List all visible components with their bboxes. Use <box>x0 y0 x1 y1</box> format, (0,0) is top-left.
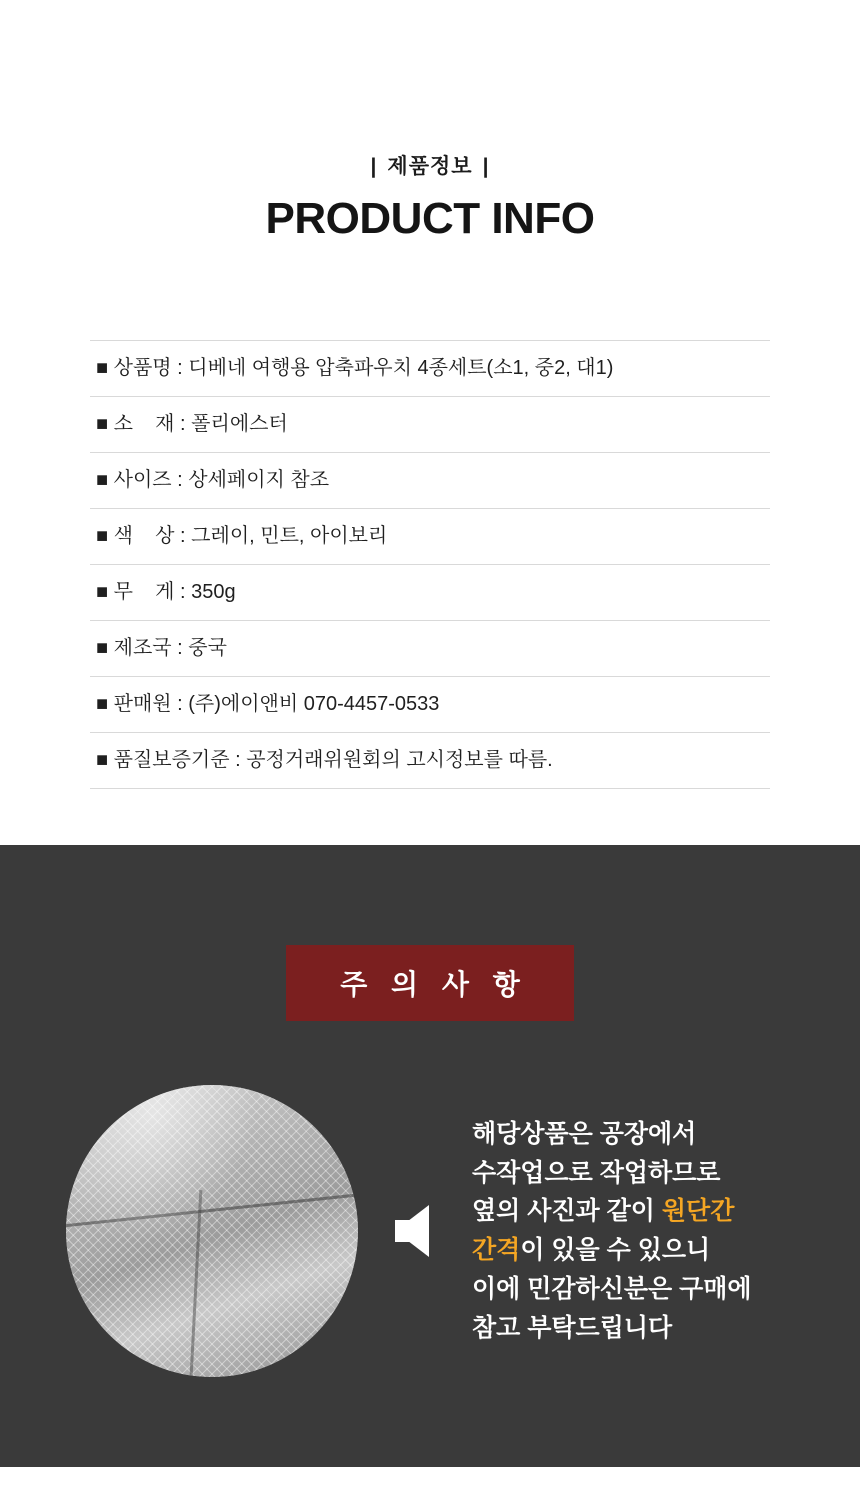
table-row <box>90 340 770 397</box>
caution-line-2: 수작업으로 작업하므로 <box>472 1158 721 1187</box>
fabric-closeup-photo <box>66 1085 358 1377</box>
caution-line-1: 해당상품은 공장에서 <box>472 1119 697 1148</box>
product-info-header <box>0 150 860 244</box>
caution-section <box>0 845 860 1467</box>
spec-item-material: ■ 소 재 : 폴리에스터 <box>96 413 288 435</box>
table-row <box>90 509 770 565</box>
caution-line-4-highlight: 간격 <box>472 1236 521 1264</box>
spec-item-size: ■ 사이즈 : 상세페이지 참조 <box>96 469 330 491</box>
spec-item-origin: ■ 제조국 : 중국 <box>96 637 227 659</box>
spec-item-seller: ■ 판매원 : (주)에이앤비 070-4457-0533 <box>96 693 440 715</box>
page-title: PRODUCT INFO <box>265 194 595 243</box>
caution-line-3 <box>472 1192 802 1231</box>
arrow-left-glyph <box>395 1205 429 1257</box>
table-row <box>90 453 770 509</box>
caution-line-4-post: 이 있을 수 있으니 <box>520 1236 711 1264</box>
table-row <box>90 397 770 453</box>
caution-body <box>0 1085 860 1377</box>
eyebrow-text: 제품정보 <box>387 155 473 178</box>
spec-item-warranty: ■ 품질보증기준 : 공정거래위원회의 고시정보를 따름. <box>96 749 553 771</box>
caution-line-5: 이에 민감하신분은 구매에 <box>472 1274 752 1303</box>
caution-line-6: 참고 부탁드립니다 <box>472 1313 673 1342</box>
table-row <box>90 677 770 733</box>
spec-item-color: ■ 색 상 : 그레이, 민트, 아이보리 <box>96 525 388 547</box>
eyebrow-bar-right: | <box>482 155 490 178</box>
spec-item-weight: ■ 무 게 : 350g <box>96 581 236 603</box>
section-eyebrow <box>0 150 860 180</box>
caution-line-4 <box>472 1231 802 1270</box>
caution-line-3-pre: 옆의 사진과 같이 <box>472 1197 662 1226</box>
table-row <box>90 565 770 621</box>
spec-item-product-name: ■ 상품명 : 디베네 여행용 압축파우치 4종세트(소1, 중2, 대1) <box>96 357 614 379</box>
caution-badge: 주 의 사 항 <box>286 945 574 1021</box>
spec-table <box>90 340 770 789</box>
table-row <box>90 733 770 789</box>
arrow-left-icon <box>358 1205 466 1257</box>
caution-text-block <box>466 1115 802 1348</box>
caution-line-3-highlight: 원단간 <box>661 1197 735 1226</box>
caution-badge-wrap <box>0 845 860 1021</box>
eyebrow-bar-left: | <box>370 155 378 178</box>
table-row <box>90 621 770 677</box>
